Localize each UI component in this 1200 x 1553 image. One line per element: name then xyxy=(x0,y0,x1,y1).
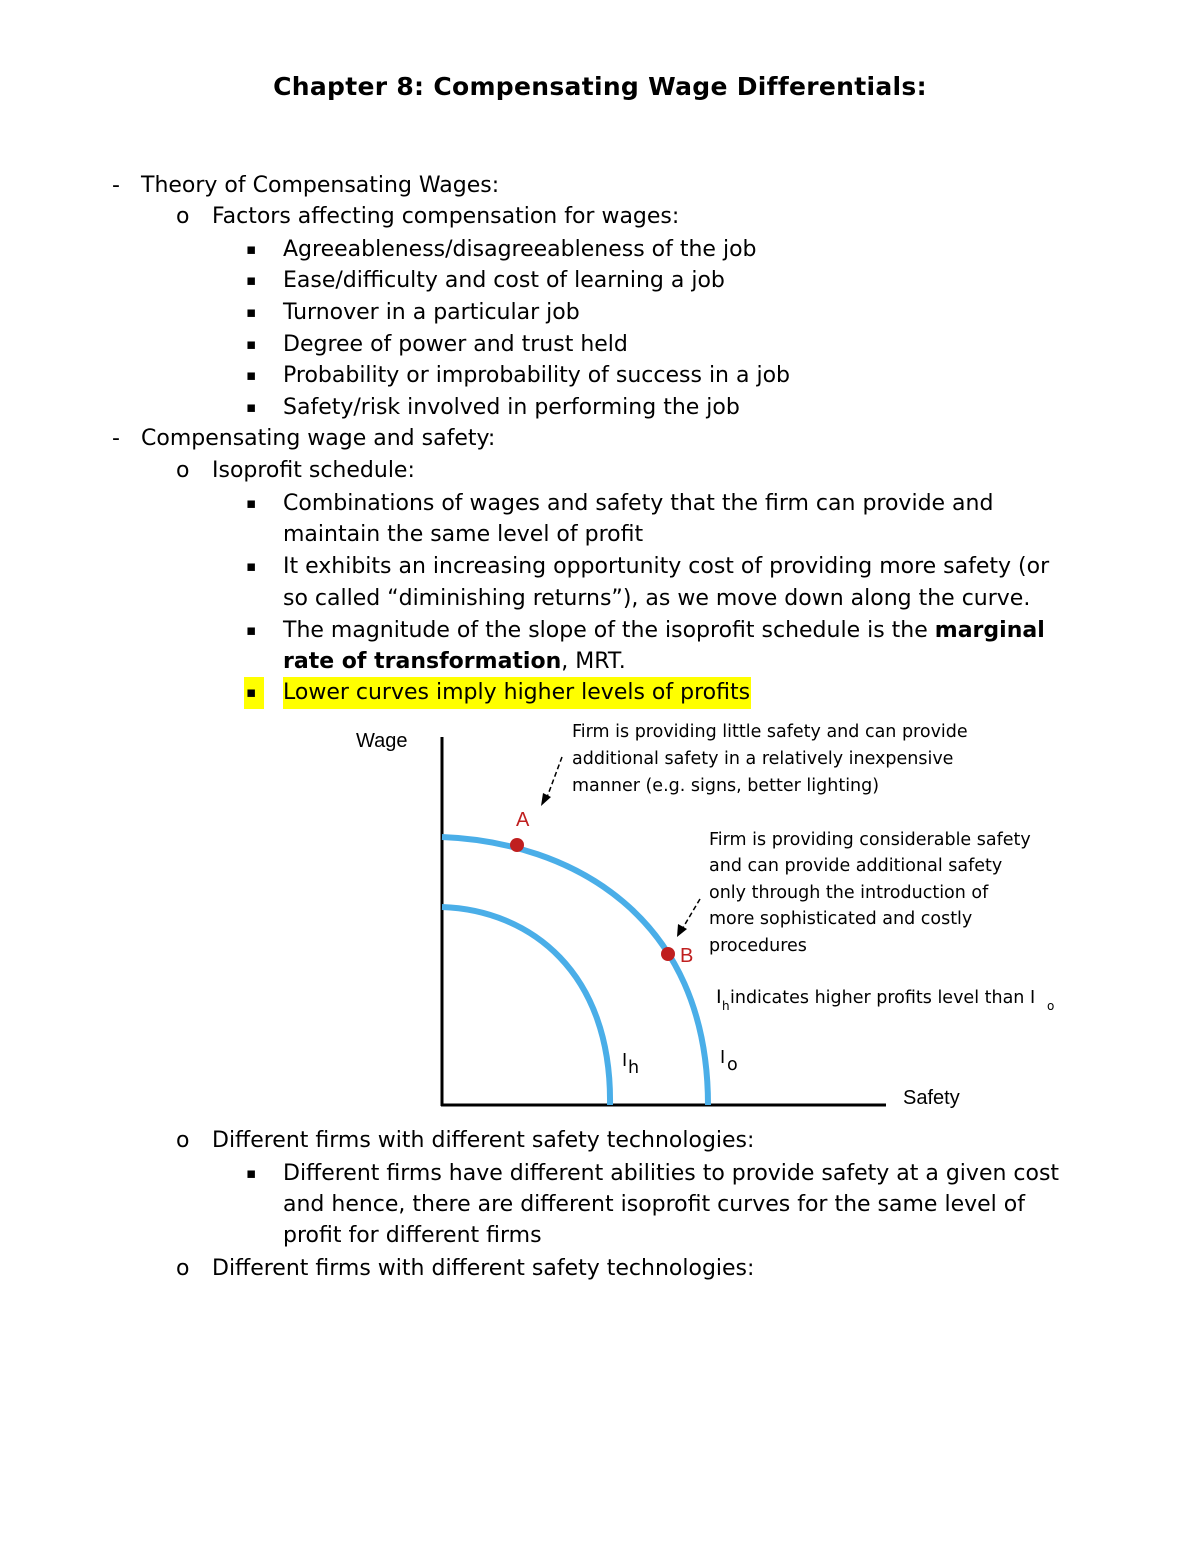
square-bullet: ▪ xyxy=(246,366,257,384)
text-segment: , MRT. xyxy=(561,649,626,674)
dash-bullet: - xyxy=(112,173,120,198)
arrow-a-head xyxy=(541,793,551,806)
subheading-firms-2: Different firms with different safety technologies: xyxy=(212,1256,755,1281)
page-title: Chapter 8: Compensating Wage Differentials: xyxy=(273,72,927,101)
annotation-point-b xyxy=(709,830,1031,956)
subheading-factors: Factors affecting compensation for wages: xyxy=(212,204,680,229)
curve-io-subscript: o xyxy=(727,1055,738,1075)
annotation-line: additional safety in a relatively inexpensive xyxy=(572,749,954,769)
bold-term: marginal xyxy=(934,618,1045,643)
square-bullet: ▪ xyxy=(246,621,257,639)
bold-term: rate of transformation xyxy=(283,649,562,674)
list-item: Combinations of wages and safety that the firm can provide and xyxy=(283,491,994,516)
curve-ih-letter: I xyxy=(622,1051,628,1071)
y-axis-label: Wage xyxy=(356,730,408,752)
square-bullet: ▪ xyxy=(246,557,257,575)
curve-ih-subscript: h xyxy=(628,1058,640,1078)
legend-letter: I xyxy=(716,986,722,1008)
list-item: Ease/difficulty and cost of learning a job xyxy=(283,268,725,293)
legend-subscript: o xyxy=(1047,999,1055,1013)
square-bullet: ▪ xyxy=(246,1164,257,1182)
list-item: It exhibits an increasing opportunity cost of providing more safety (or xyxy=(283,554,1050,579)
list-item: Agreeableness/disagreeableness of the job xyxy=(283,237,757,262)
circle-bullet: o xyxy=(176,1256,190,1281)
section-heading-safety: Compensating wage and safety: xyxy=(141,426,496,451)
subheading-isoprofit: Isoprofit schedule: xyxy=(212,458,415,483)
arrow-b-head xyxy=(677,924,687,937)
circle-bullet: o xyxy=(176,458,190,483)
list-item-continuation: profit for different firms xyxy=(283,1223,542,1248)
circle-bullet: o xyxy=(176,1128,190,1153)
annotation-line: more sophisticated and costly xyxy=(709,909,973,929)
list-item: Probability or improbability of success in a job xyxy=(283,363,791,388)
point-a-label: A xyxy=(516,809,530,831)
list-item-continuation: maintain the same level of profit xyxy=(283,522,644,547)
annotation-line: only through the introduction of xyxy=(709,883,989,903)
subheading-firms: Different firms with different safety technologies: xyxy=(212,1128,755,1153)
annotation-line: and can provide additional safety xyxy=(709,856,1003,876)
highlighted-item: Lower curves imply higher levels of profits xyxy=(283,677,751,709)
square-bullet: ▪ xyxy=(246,271,257,289)
list-item: Turnover in a particular job xyxy=(283,300,580,325)
annotation-line: Firm is providing considerable safety xyxy=(709,830,1031,850)
dash-bullet: - xyxy=(112,426,120,451)
text-segment: The magnitude of the slope of the isoprofit schedule is the xyxy=(283,618,935,643)
annotation-point-a xyxy=(572,722,968,796)
x-axis-label: Safety xyxy=(903,1087,960,1109)
isoprofit-curve-ih xyxy=(442,907,610,1105)
annotation-line: manner (e.g. signs, better lighting) xyxy=(572,776,880,796)
point-b-marker xyxy=(661,947,675,961)
square-bullet: ▪ xyxy=(246,335,257,353)
legend-note xyxy=(716,986,1054,1013)
square-bullet-highlighted: ▪ xyxy=(244,677,264,709)
square-bullet: ▪ xyxy=(246,398,257,416)
point-b-label: B xyxy=(680,945,694,967)
arrow-b-line xyxy=(681,899,700,931)
section-heading-theory: Theory of Compensating Wages: xyxy=(141,173,500,198)
square-bullet: ▪ xyxy=(246,303,257,321)
point-a-marker xyxy=(510,838,524,852)
list-item: Safety/risk involved in performing the job xyxy=(283,395,740,420)
list-item: Degree of power and trust held xyxy=(283,332,628,357)
list-item-continuation: so called “diminishing returns”), as we move down along the curve. xyxy=(283,586,1031,611)
annotation-line: procedures xyxy=(709,936,807,956)
square-bullet: ▪ xyxy=(246,494,257,512)
legend-text: indicates higher profits level than I xyxy=(730,988,1036,1008)
list-item-continuation: and hence, there are different isoprofit curves for the same level of xyxy=(283,1192,1025,1217)
arrow-a-line xyxy=(546,757,562,800)
annotation-line: Firm is providing little safety and can provide xyxy=(572,722,968,742)
circle-bullet: o xyxy=(176,204,190,229)
square-bullet: ▪ xyxy=(246,240,257,258)
list-item: Different firms have different abilities to provide safety at a given cost xyxy=(283,1161,1060,1186)
legend-subscript: h xyxy=(722,999,730,1013)
curve-io-letter: I xyxy=(720,1048,726,1068)
